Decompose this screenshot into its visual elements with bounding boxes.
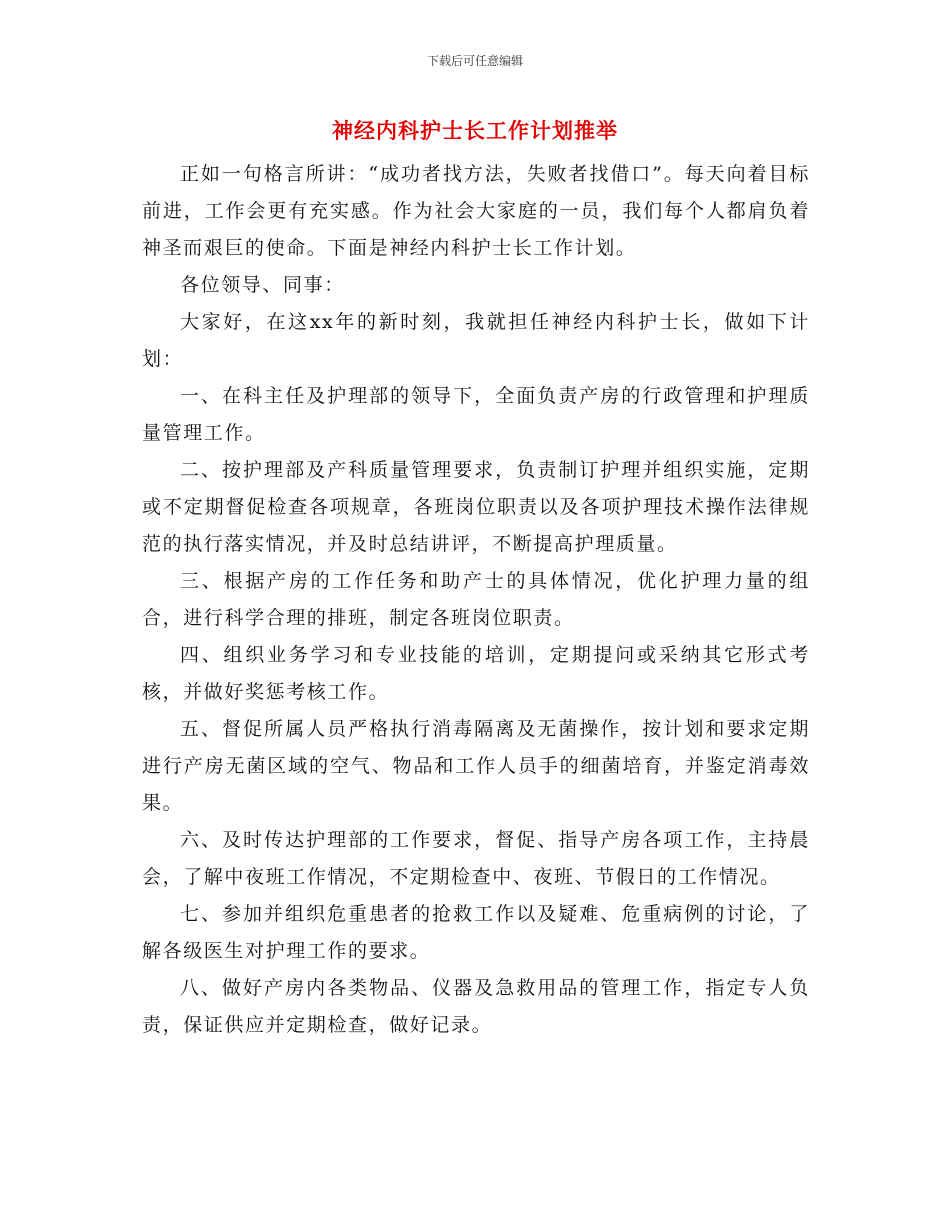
paragraph-item-2: 二、按护理部及产科质量管理要求，负责制订护理并组织实施，定期或不定期督促检查各项规章，各班岗位职责以及各项护理技术操作法律规范的执行落实情况，并及时总结讲评，不断提高护理质量。 xyxy=(142,459,810,555)
document-body xyxy=(142,156,810,1044)
paragraph-item-7: 七、参加并组织危重患者的抢救工作以及疑难、危重病例的讨论，了解各级医生对护理工作的要求。 xyxy=(142,903,810,962)
paragraph-intro: 正如一句格言所讲：“成功者找方法，失败者找借口”。每天向着目标前进，工作会更有充实感。作为社会大家庭的一员，我们每个人都肩负着神圣而艰巨的使命。下面是神经内科护士长工作计划。 xyxy=(142,163,810,259)
paragraph-item-3: 三、根据产房的工作任务和助产士的具体情况，优化护理力量的组合，进行科学合理的排班，制定各班岗位职责。 xyxy=(142,570,810,629)
paragraph-item-6: 六、及时传达护理部的工作要求，督促、指导产房各项工作，主持晨会，了解中夜班工作情况，不定期检查中、夜班、节假日的工作情况。 xyxy=(142,829,810,888)
page-header-note: 下载后可任意编辑 xyxy=(426,54,523,68)
paragraph-item-5: 五、督促所属人员严格执行消毒隔离及无菌操作，按计划和要求定期进行产房无菌区域的空气、物品和工作人员手的细菌培育，并鉴定消毒效果。 xyxy=(142,718,810,814)
paragraph-item-4: 四、组织业务学习和专业技能的培训，定期提问或采纳其它形式考核，并做好奖惩考核工作。 xyxy=(142,644,810,703)
paragraph-salutation: 各位领导、同事： xyxy=(180,274,345,296)
paragraph-opening: 大家好，在这xx年的新时刻，我就担任神经内科护士长，做如下计划： xyxy=(142,311,810,370)
paragraph-item-8: 八、做好产房内各类物品、仪器及急救用品的管理工作，指定专人负责，保证供应并定期检查，做好记录。 xyxy=(142,977,810,1036)
paragraph-item-1: 一、在科主任及护理部的领导下，全面负责产房的行政管理和护理质量管理工作。 xyxy=(142,385,810,444)
document-title: 神经内科护士长工作计划推举 xyxy=(332,118,618,143)
